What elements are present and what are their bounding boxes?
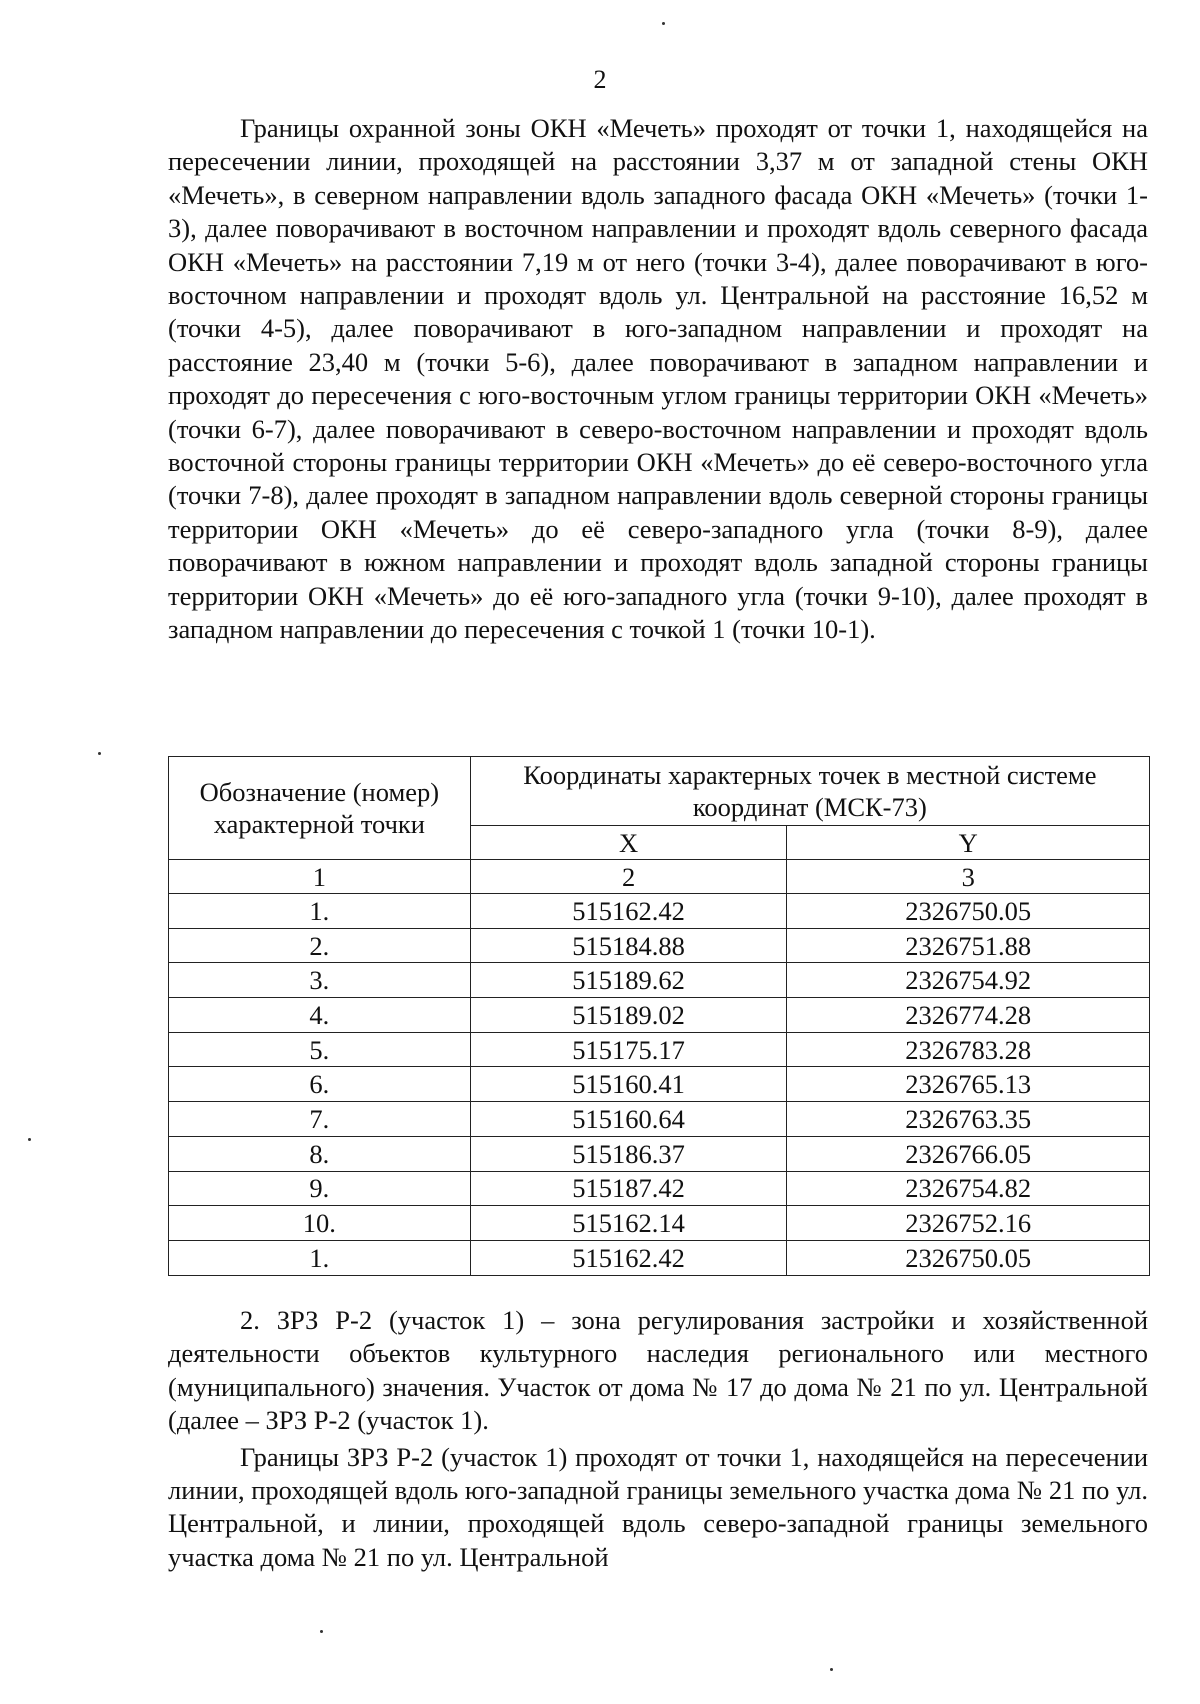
y-coordinate: 2326763.35 <box>787 1102 1150 1137</box>
table-row <box>169 928 1150 963</box>
point-number: 1. <box>169 894 471 929</box>
y-coordinate: 2326774.28 <box>787 998 1150 1033</box>
x-coordinate: 515162.14 <box>470 1206 787 1241</box>
column-index-row <box>169 860 1150 894</box>
table-row <box>169 1102 1150 1137</box>
y-coordinate: 2326783.28 <box>787 1032 1150 1067</box>
table-row <box>169 998 1150 1033</box>
point-number: 3. <box>169 963 471 998</box>
zone-boundary-paragraph: Границы ЗРЗ Р-2 (участок 1) проходят от точки 1, находящейся на пересечении линии, проходящей вдоль юго-западной границы земельного участка дома № 21 по ул. Центральной, и линии, проходящей вдоль северо-западной границы земельного участка дома № 21 по ул. Центральной <box>168 1441 1148 1572</box>
header-point-designation: Обозначение (номер) характерной точки <box>169 757 471 860</box>
scan-speck <box>662 22 665 25</box>
y-coordinate: 2326750.05 <box>787 894 1150 929</box>
scan-speck <box>98 752 101 755</box>
header-coordinates: Координаты характерных точек в местной системе координат (МСК-73) <box>470 757 1149 826</box>
table-row <box>169 1032 1150 1067</box>
header-x: X <box>470 826 787 860</box>
point-number: 7. <box>169 1102 471 1137</box>
x-coordinate: 515187.42 <box>470 1171 787 1206</box>
table-row <box>169 963 1150 998</box>
y-coordinate: 2326752.16 <box>787 1206 1150 1241</box>
table-row <box>169 1171 1150 1206</box>
point-number: 1. <box>169 1240 471 1275</box>
boundary-description-paragraph <box>168 112 1148 647</box>
x-coordinate: 515160.64 <box>470 1102 787 1137</box>
point-number: 5. <box>169 1032 471 1067</box>
y-coordinate: 2326754.92 <box>787 963 1150 998</box>
x-coordinate: 515189.02 <box>470 998 787 1033</box>
header-y: Y <box>787 826 1150 860</box>
zone-definition-paragraph: 2. ЗРЗ Р-2 (участок 1) – зона регулирования застройки и хозяйственной деятельности объектов культурного наследия регионального или местного (муниципального) значения. Участок от дома № 17 до дома № 21 по ул. Центральной (далее – ЗРЗ Р-2 (участок 1). <box>168 1305 1148 1436</box>
coordinates-table <box>168 756 1150 1276</box>
table-row <box>169 1136 1150 1171</box>
y-coordinate: 2326754.82 <box>787 1171 1150 1206</box>
scan-speck <box>28 1138 31 1141</box>
point-number: 6. <box>169 1067 471 1102</box>
x-coordinate: 515162.42 <box>470 1240 787 1275</box>
table-row <box>169 894 1150 929</box>
column-index: 1 <box>169 860 471 894</box>
x-coordinate: 515162.42 <box>470 894 787 929</box>
point-number: 9. <box>169 1171 471 1206</box>
x-coordinate: 515175.17 <box>470 1032 787 1067</box>
zone-description <box>168 1304 1148 1574</box>
point-number: 2. <box>169 928 471 963</box>
table-row <box>169 1206 1150 1241</box>
x-coordinate: 515184.88 <box>470 928 787 963</box>
column-index: 2 <box>470 860 787 894</box>
table-row <box>169 1240 1150 1275</box>
point-number: 8. <box>169 1136 471 1171</box>
x-coordinate: 515160.41 <box>470 1067 787 1102</box>
y-coordinate: 2326751.88 <box>787 928 1150 963</box>
paragraph-text: Границы охранной зоны ОКН «Мечеть» проходят от точки 1, находящейся на пересечении линии, проходящей на расстоянии 3,37 м от западной стены ОКН «Мечеть», в северном направлении вдоль западного фасада ОКН «Мечеть» (точки 1-3), далее поворачивают в восточном направлении и проходят вдоль северного фасада ОКН «Мечеть» на расстоянии 7,19 м от него (точки 3-4), далее поворачивают в юго-восточном направлении и проходят вдоль ул. Центральной на расстояние 16,52 м (точки 4-5), далее поворачивают в юго-западном направлении и проходят на расстояние 23,40 м (точки 5-6), далее поворачивают в западном направлении и проходят до пересечения с юго-восточным углом границы территории ОКН «Мечеть» (точки 6-7), далее поворачивают в северо-восточном направлении и проходят вдоль восточной стороны границы территории ОКН «Мечеть» до её северо-восточного угла (точки 7-8), далее проходят в западном направлении вдоль северной стороны границы территории ОКН «Мечеть» до её северо-западного угла (точки 8-9), далее поворачивают в южном направлении и проходят вдоль западной стороны границы территории ОКН «Мечеть» до её юго-западного угла (точки 9-10), далее проходят в западном направлении до пересечения с точкой 1 (точки 10-1). <box>168 113 1148 645</box>
y-coordinate: 2326750.05 <box>787 1240 1150 1275</box>
y-coordinate: 2326765.13 <box>787 1067 1150 1102</box>
y-coordinate: 2326766.05 <box>787 1136 1150 1171</box>
x-coordinate: 515189.62 <box>470 963 787 998</box>
scan-speck <box>320 1630 323 1633</box>
scan-speck <box>830 1668 833 1671</box>
point-number: 10. <box>169 1206 471 1241</box>
x-coordinate: 515186.37 <box>470 1136 787 1171</box>
table-row <box>169 1067 1150 1102</box>
column-index: 3 <box>787 860 1150 894</box>
page-number: 2 <box>593 65 607 94</box>
point-number: 4. <box>169 998 471 1033</box>
